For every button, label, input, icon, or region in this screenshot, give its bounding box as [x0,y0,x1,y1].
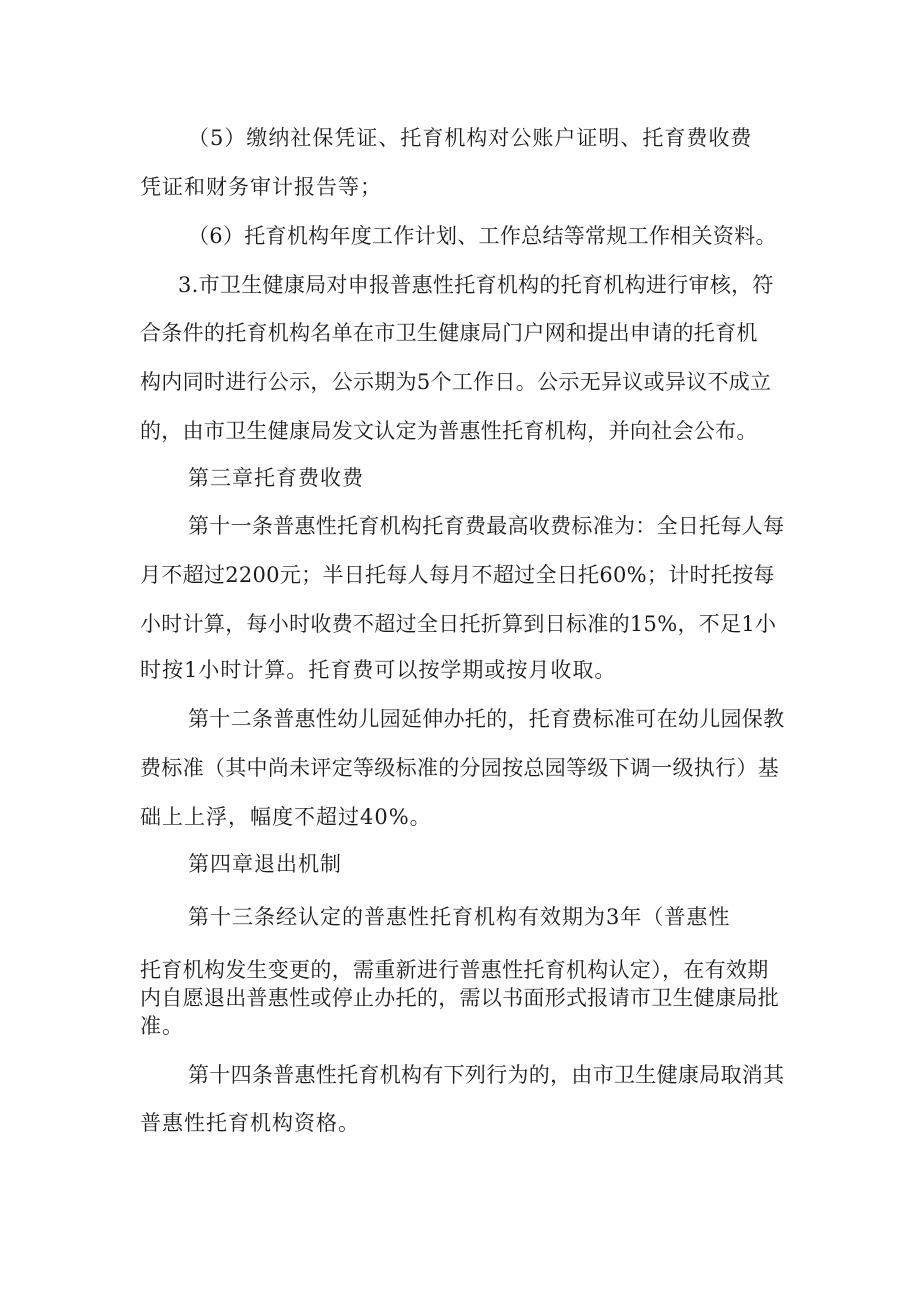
text-line: （5）缴纳社保凭证、托育机构对公账户证明、托育费收费 [188,126,753,150]
text-line: 费标准（其中尚未评定等级标准的分园按总园等级下调一级执行）基 [140,756,779,780]
text-line: 准。 [140,1014,184,1038]
text-line: 第十四条普惠性托育机构有下列行为的，由市卫生健康局取消其 [188,1063,785,1087]
text-line: 础上上浮，幅度不超过40%。 [140,805,432,829]
text-line: 合条件的托育机构名单在市卫生健康局门户网和提出申请的托育机 [140,321,758,345]
text-line: 构内同时进行公示，公示期为5个工作日。公示无异议或异议不成立 [140,370,772,394]
text-line: 3.市卫生健康局对申报普惠性托育机构的托育机构进行审核，符 [178,273,774,297]
chapter-heading: 第三章托育费收费 [188,466,364,490]
text-line: 内自愿退出普惠性或停止办托的，需以书面形式报请市卫生健康局批 [140,986,779,1010]
text-line: 的，由市卫生健康局发文认定为普惠性托育机构，并向社会公布。 [140,419,758,443]
text-line: 托育机构发生变更的，需重新进行普惠性托育机构认定），在有效期 [140,958,769,982]
text-line: 第十三条经认定的普惠性托育机构有效期为3年（普惠性 [188,905,731,929]
chapter-heading: 第四章退出机制 [188,852,342,876]
text-line: （6）托育机构年度工作计划、工作总结等常规工作相关资料。 [188,224,777,248]
text-line: 月不超过2200元；半日托每人每月不超过全日托60%；计时托按每 [140,563,775,587]
text-line: 时按1小时计算。托育费可以按学期或按月收取。 [140,658,617,682]
text-line: 第十一条普惠性托育机构托育费最高收费标准为：全日托每人每 [188,514,785,538]
text-line: 小时计算，每小时收费不超过全日托折算到日标准的15%，不足1小 [140,612,777,636]
text-line: 普惠性托育机构资格。 [140,1111,360,1135]
text-line: 凭证和财务审计报告等； [140,175,382,199]
text-line: 第十二条普惠性幼儿园延伸办托的，托育费标准可在幼儿园保教 [188,707,785,731]
